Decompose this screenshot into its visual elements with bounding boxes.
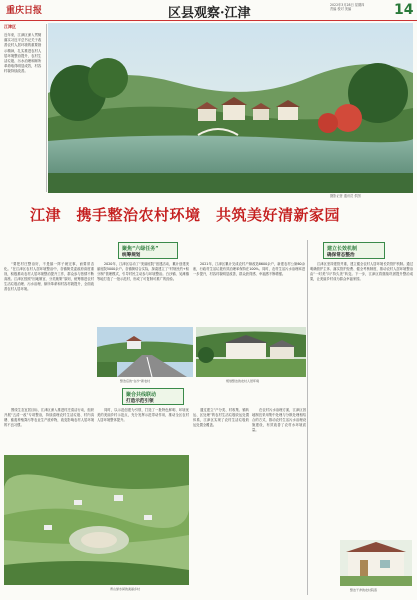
badge-subtitle: 打造示范引领 bbox=[126, 399, 154, 404]
badge-title: 聚合共线联动 bbox=[126, 392, 157, 398]
paragraph: 在农村污水治理方面，江津区因地制宜采用集中处理与分散处理相结合的方式，推动农村生活污水治理设施建设，有效改善了农村水环境质量。 bbox=[252, 408, 306, 433]
aerial-village-photo bbox=[4, 455, 189, 585]
village-landscape-image bbox=[48, 23, 413, 193]
article-column-1 bbox=[4, 262, 94, 402]
article-column-7 bbox=[193, 408, 249, 592]
column-divider bbox=[46, 24, 47, 192]
sidebar-text: 近年来，江津区深入贯彻落实习近平总书记关于改善农村人居环境的重要指示精神，扎实推进农村人居环境整治提升，农村生活垃圾、污水治理和厕所革命取得明显成效，村容村貌持续改善。 bbox=[4, 33, 42, 74]
section-badge-1 bbox=[118, 242, 178, 259]
editor-credits: 责编 校对 美编 bbox=[330, 7, 352, 12]
badge-subtitle: 确保常态整治 bbox=[327, 253, 355, 258]
headline: 江津 携手整治农村环境 共筑美好清新家园 bbox=[30, 206, 341, 224]
paragraph: 同时，以示范创建为引领，打造了一批特色鲜明、环境优美的美丽乡村示范点，充分发挥示范带动作用，推动全区农村人居环境整体提升。 bbox=[97, 408, 189, 423]
houses-photo bbox=[196, 327, 306, 377]
dateline bbox=[330, 3, 390, 11]
section-title: 区县观察·江津 bbox=[168, 6, 251, 21]
article-column-6 bbox=[97, 408, 189, 452]
newspaper-logo: 重庆日报 bbox=[6, 6, 43, 16]
page-number: 14 bbox=[394, 2, 414, 18]
paragraph: 江津区坚持建管并重，建立健全农村人居环境长效管护机制。通过明确管护主体、落实管护经费、健全考核制度，推动农村人居环境整治由“一时美”向“持久美”转变。下一步，江津区将继续巩固提升整治成果，让美丽乡村成为群众幸福家园。 bbox=[310, 262, 413, 282]
paragraph: “要把村庄整治好，不是搞一阵子就完事，而要常态化。”在江津区农村人居环境整治中，各镇街党委政府高度重视，积极推动农村人居环境整治提升工作，群众参与热情不断高涨。江津区按照“因地制宜、分类施策”原则，统筹推进农村生活垃圾治理、污水治理、厕所革命和村容村貌提升，全面改善农村人居环境。 bbox=[4, 262, 94, 292]
article-column-3 bbox=[193, 262, 305, 324]
paragraph: 2020年，江津区启动了“美丽庭院”创建活动，累计创建美丽庭院5000余户。各镇街结合实际，探索建立了“村规民约+积分制”管理模式，引导村民主动参与环境整治。白沙镇、吴滩镇等地打造了一批示范村，形成了可复制可推广的经验。 bbox=[97, 262, 189, 282]
date-text: 2022年3月28日 星期四 bbox=[330, 3, 365, 7]
badge-title: 建立长效机制 bbox=[327, 246, 358, 252]
masthead bbox=[0, 0, 417, 21]
badge-subtitle: 统筹规划 bbox=[122, 253, 141, 258]
paragraph: 2021年，江津区累计完成农村户厕改造8600余户，新建农村公厕60余座，行政村生活垃圾有效治理率保持在100%。同时，农村生活污水治理率进一步提升，村容村貌明显改善，群众获得感、幸福感不断增强。 bbox=[193, 262, 305, 277]
sidebar-tag: 江津区 bbox=[4, 24, 16, 29]
photo-caption: 整治后的“白沙”新农村 bbox=[120, 379, 151, 383]
photo-caption: 整洁干净的农村院落 bbox=[350, 588, 378, 592]
hero-caption: 摄影记者 通讯员 供图 bbox=[330, 194, 361, 198]
sidebar-intro bbox=[4, 24, 44, 224]
road-photo bbox=[97, 327, 193, 377]
article-column-2 bbox=[97, 262, 189, 324]
photo-caption: 规划整洁的农村人居环境 bbox=[226, 379, 260, 383]
paragraph: 围绕生态宜居目标，江津区深入推进村庄清洁行动，组织开展“五清一改”专项整治，持续清理农村生活垃圾、村内沟塘、畜禽养殖粪污等农业生产废弃物，改变影响农村人居环境的不良习惯。 bbox=[4, 408, 94, 428]
badge-title: 聚焦“六绿任务” bbox=[122, 246, 159, 252]
farmhouses-image bbox=[196, 327, 306, 377]
section-badge-2 bbox=[122, 388, 184, 405]
section-badge-3 bbox=[323, 242, 385, 259]
hero-photo bbox=[48, 23, 413, 193]
photo-caption: 青山绿水间的美丽乡村 bbox=[110, 587, 141, 591]
column-divider bbox=[307, 240, 308, 595]
rural-road-image bbox=[97, 327, 193, 377]
aerial-landscape-image bbox=[4, 455, 189, 585]
article-column-5 bbox=[4, 408, 94, 452]
article-column-8 bbox=[252, 408, 306, 592]
courtyard-photo bbox=[340, 540, 412, 586]
paragraph: 通过建立“户分类、村收集、镇转运、区处理”的农村生活垃圾收运处置体系，江津区实现了农村生活垃圾收运处置全覆盖。 bbox=[193, 408, 249, 428]
courtyard-image bbox=[340, 540, 412, 586]
